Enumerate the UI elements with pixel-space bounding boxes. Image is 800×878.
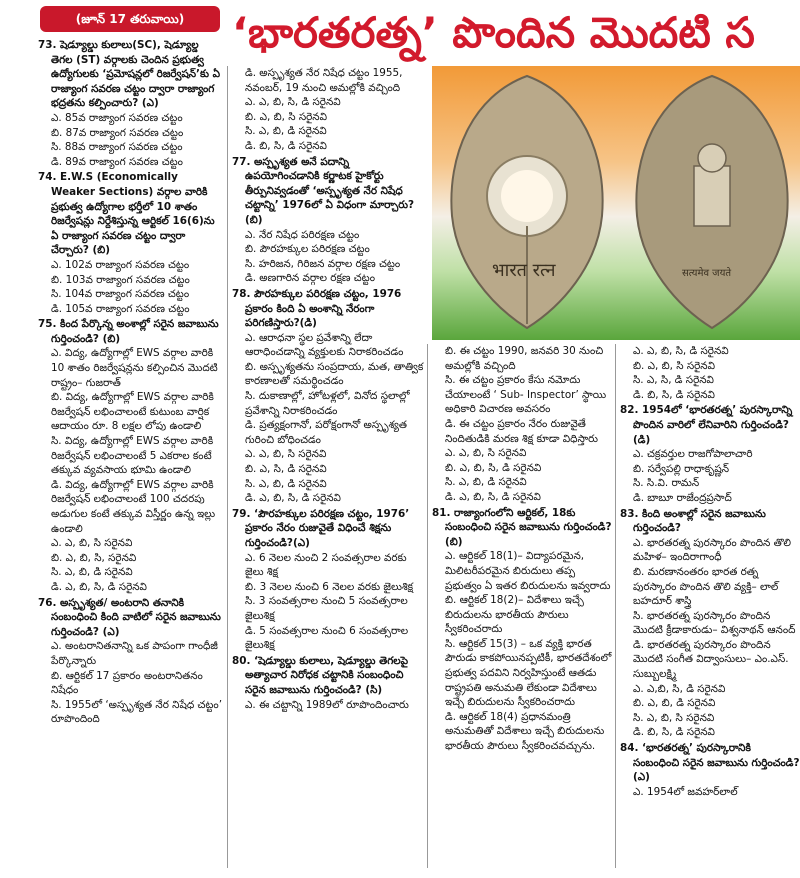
answer-option: సి. ఎ, సి, డి సరైనవి xyxy=(633,374,714,387)
question-text: 77. అస్పృశ్యత అనే పదాన్ని ఉపయోగించడానికి కర్ణాటక హైకోర్టు తీర్పునివ్వడంతో ‘అస్పృశ్యత నేర నిషేధ చట్టాన్ని’ 1976లో ఏ విధంగా మార్చారు? (బి) xyxy=(232,155,415,226)
answer-option: ఎ. ఎ, బి, సి సరైనవి xyxy=(51,537,133,550)
question-block xyxy=(432,506,612,754)
question-block xyxy=(38,38,222,169)
answer-option: డి. 5 సంవత్సరాల నుంచి 6 సంవత్సరాల జైలుశిక్ష xyxy=(245,624,409,652)
question-block xyxy=(620,741,800,799)
question-text: 82. 1954లో ‘భారతరత్న’ పురస్కారాన్ని పొందిన వారిలో లేనివారిని గుర్తించండి? (డి) xyxy=(620,404,793,446)
answer-option: బి. ఆర్టికల్ 17 ప్రకారం అంటరానితనం నిషేధం xyxy=(51,669,203,697)
answer-option: డి. బి, సి, డి సరైనవి xyxy=(633,388,715,401)
answer-option: బి. పౌరహక్కుల పరిరక్షణ చట్టం xyxy=(245,243,370,256)
answer-option: డి. అణగారిన వర్గాల రక్షణ చట్టం xyxy=(245,272,375,285)
answer-option: సి. ఈ చట్టం ప్రకారం కేసు నమోదు చేయాలంటే ‘ Sub- Inspector’ స్థాయి అధికారి విచారణ అవసరం xyxy=(445,374,607,416)
answer-option: ఎ. ఎ, బి, సి సరైనవి xyxy=(445,447,527,460)
answer-option: డి. అస్పృశ్యత నేర నిషేధ చట్టం 1955, నవంబర్, 19 నుంచి అమల్లోకి వచ్చింది xyxy=(245,67,403,94)
question-text: 79. ‘పౌరహక్కుల పరిరక్షణ చట్టం, 1976’ ప్రకారం నేరం రుజువైతే విధించే శిక్షను గుర్తించండి?(ఎ) xyxy=(232,507,410,549)
answer-option: డి. బాబూ రాజేంద్రప్రసాద్ xyxy=(633,491,732,504)
answer-option: సి. ఆర్టికల్ 15(3) – ఒక వ్యక్తి భారత పౌరుడు కాకపోయినప్పటికీ, భారతదేశంలో ప్రభుత్వ పదవిని నిర్వహిస్తుంటే ఆతడు రాష్ట్రపతి అనుమతి లేకుండా విదేశాలు ఇచ్చే బిరుదులను స్వీకరించరాదు xyxy=(445,637,612,709)
bharat-ratna-medal-image xyxy=(432,66,800,340)
answer-option: డి. బి, సి, డి సరైనవి xyxy=(245,139,327,152)
answer-option: సి. విద్య, ఉద్యోగాల్లో EWS వర్గాల వారికి రిజర్వేషన్ లభించాలంటే 5 ఎకరాల కంటే తక్కువ వ్యవసాయ భూమి ఉండాలి xyxy=(51,435,214,477)
medal-illustration xyxy=(432,66,800,340)
answer-option: బి. ఎ, బి, సి సరైనవి xyxy=(633,359,715,372)
answer-option: సి. ఎ, బి, డి సరైనవి xyxy=(445,476,527,489)
answer-option: ఎ. 102వ రాజ్యాంగ సవరణ చట్టం xyxy=(51,258,190,271)
answer-option: ఎ. అంటరానితనాన్ని ఒక పాపంగా గాంధీజీ పేర్కొన్నారు xyxy=(51,640,218,667)
article-column-3 xyxy=(432,344,612,868)
answer-option: బి. ఎ, బి, సి, సరైనవి xyxy=(51,551,137,564)
question-text: 84. ‘భారతరత్న’ పురస్కారానికి సంబంధించి సరైన జవాబును గుర్తించండి? (ఎ) xyxy=(620,742,800,784)
answer-option: ఎ. ఎ, బి, సి, డి సరైనవి xyxy=(245,96,341,109)
answer-option: డి. భారతరత్న పురస్కారం పొందిన మొదటి సంగీత విద్వాంసులు– ఎం.ఎస్. సుబ్బులక్ష్మి xyxy=(633,638,789,681)
answer-option: బి. 3 నెలల నుంచి 6 నెలల వరకు జైలుశిక్ష xyxy=(245,580,414,593)
question-text: 78. పౌరహక్కుల పరిరక్షణ చట్టం, 1976 ప్రకారం కింది ఏ అంశాన్ని నేరంగా పరిగణిస్తారు?(డి) xyxy=(232,287,402,330)
question-block xyxy=(38,170,222,316)
question-text: 73. షెడ్యూల్డు కులాలు(SC), షెడ్యూల్డ తెగల (ST) వర్గాలకు చెందిన ప్రభుత్వ ఉద్యోగులకు ‘ప్రమోషన్లలో రిజర్వేషన్’కు ఏ రాజ్యాంగ సవరణ చట్టం ద్వారా రాజ్యాంగ భద్రతను కల్పించారు? (ఎ) xyxy=(38,39,221,110)
page-title: ‘భారతరత్న’ పొందిన మొదటి స xyxy=(232,8,755,57)
article-column-2 xyxy=(232,66,424,868)
answer-option: డి. ఆర్టికల్ 18(4) ప్రధానమంత్రి అనుమతితో విదేశాలు ఇచ్చే బిరుదులను భారతీయ పౌరులు స్వీకరించవచ్చును. xyxy=(445,710,605,753)
answer-option: డి. ఎ, బి, సి, డి సరైనవి xyxy=(445,490,541,503)
column-divider xyxy=(615,344,616,868)
answer-option: సి. 88వ రాజ్యాంగ సవరణ చట్టం xyxy=(51,141,183,154)
question-text: 80. ‘షెడ్యూల్డు కులాలు, షెడ్యూల్డు తెగలపై అత్యాచార నిరోధక చట్టానికి సంబంధించి సరైన జవాబును గుర్తించండి? (సి) xyxy=(232,654,409,696)
answer-option: ఎ. భారతరత్న పురస్కారం పొందిన తొలి మహిళ– ఇందిరాగాంధీ xyxy=(633,536,792,564)
answer-option: సి. భారతరత్న పురస్కారం పొందిన మొదటి క్రీడాకారుడు– విశ్వనాథన్ ఆనంద్ xyxy=(633,609,796,637)
answer-option: డి. 89వ రాజ్యాంగ సవరణ చట్టం xyxy=(51,155,183,168)
column-divider xyxy=(427,344,428,868)
answer-option: బి. ఎ, బి, సి, డి సరైనవి xyxy=(445,461,542,474)
column-divider xyxy=(227,66,228,868)
answer-option: సి. ఎ, బి, డి సరైనవి xyxy=(51,566,133,579)
answer-option: ఎ. నేర నిషేధ పరిరక్షణ చట్టం xyxy=(245,228,360,241)
answer-option: డి. బి, సి, డి సరైనవి xyxy=(633,726,715,739)
question-block xyxy=(232,507,424,653)
answer-option: ఎ. విద్య, ఉద్యోగాల్లో EWS వర్గాల వారికి 10 శాతం రిజర్వేషన్లను కల్పించిన మొదటి రాష్ట్రం– గుజరాత్ xyxy=(51,347,218,389)
question-text: 76. అస్పృశ్యత/ అంటరాని తనానికి సంబంధించి కింది వాటిలో సరైన జవాబును గుర్తించండి? (ఎ) xyxy=(38,596,221,638)
answer-option: డి. విద్య, ఉద్యోగాల్లో EWS వర్గాల వారికి రిజర్వేషన్ లభించాలంటే 100 చదరపు అడుగుల కంటే తక్కువ విస్తీర్ణం ఉన్న ఇల్లు ఉండాలి xyxy=(51,478,216,535)
question-block xyxy=(620,403,800,505)
answer-option: సి. 104వ రాజ్యాంగ సవరణ చట్టం xyxy=(51,288,190,301)
article-column-1 xyxy=(38,38,222,868)
answer-option: డి. ఎ, బి, సి, డి సరైనవి xyxy=(245,492,341,505)
question-block xyxy=(232,66,424,154)
medal-inscription-right: सत्यमेव जयते xyxy=(682,268,732,279)
answer-option: ఎ. ఈ చట్టాన్ని 1989లో రూపొందించారు xyxy=(245,698,409,711)
answer-option: బి. ఆర్టికల్ 18(2)– విదేశాలు ఇచ్చే బిరుదులను భారతీయ పౌరులు స్వీకరించరాదు xyxy=(445,594,584,636)
question-text: 74. E.W.S (Economically Weaker Sections) వర్గాల వారికి ప్రభుత్వ ఉద్యోగాల భర్తీలో 10 శాతం రిజర్వేషన్లు నిర్దేశిస్తున్న ఆర్టికల్ 16(6)ను ఏ రాజ్యాంగ సవరణ చట్టం ద్వారా చేర్చారు? (బి) xyxy=(38,171,215,257)
answer-option: ఎ. చక్రవర్తుల రాజగోపాలాచారి xyxy=(633,448,753,461)
answer-option: ఎ. ఎ, బి, సి సరైనవి xyxy=(245,448,327,461)
medal-inscription-left: भारत रत्न xyxy=(492,260,556,281)
answer-option: ఎ. ఎ,బి, సి, డి సరైనవి xyxy=(633,682,726,695)
answer-option: బి. సర్వేపల్లి రాధాకృష్ణన్ xyxy=(633,462,730,475)
answer-option: బి. ఎ, బి, సి సరైనవి xyxy=(245,110,327,123)
question-text: 83. కింది అంశాల్లో సరైన జవాబును గుర్తించండి? xyxy=(620,507,766,535)
continued-tag: (జూన్ 17 తరువాయి) xyxy=(40,6,220,32)
question-block xyxy=(38,596,222,727)
answer-option: ఎ. ఎ, బి, సి, డి సరైనవి xyxy=(633,345,729,357)
answer-option: బి. అస్పృశ్యతను సంప్రదాయ, మత, తాత్విక కారణాలతో సమర్థించడం xyxy=(245,360,424,388)
answer-option: సి. దుకాణాల్లో, హోటళ్లలో, వినోద స్థలాల్లో ప్రవేశాన్ని నిరాకరించడం xyxy=(245,390,410,417)
question-block xyxy=(232,287,424,506)
answer-option: సి. ఎ, బి, డి సరైనవి xyxy=(245,125,327,138)
answer-option: సి. ఎ, బి, డి సరైనవి xyxy=(245,477,327,490)
article-column-4 xyxy=(620,344,800,868)
question-block xyxy=(620,344,800,402)
answer-option: డి. ఈ చట్టం ప్రకారం నేరం రుజువైతే నిందితుడికి మరణ శిక్ష కూడా విధిస్తారు xyxy=(445,417,598,445)
answer-option: బి. 103వ రాజ్యాంగ సవరణ చట్టం xyxy=(51,273,190,286)
answer-option: బి. ఎ, బి, డి సరైనవి xyxy=(633,697,716,710)
answer-option: సి. ఎ, బి, సి సరైనవి xyxy=(633,711,715,724)
answer-option: సి. 3 సంవత్సరాల నుంచి 5 సంవత్సరాల జైలుశిక్ష xyxy=(245,595,408,622)
answer-option: ఎ. 1954లో జవహర్‌లాల్ xyxy=(633,785,738,798)
answer-option: ఎ. 85వ రాజ్యాంగ సవరణ చట్టం xyxy=(51,111,183,124)
question-block xyxy=(38,317,222,594)
answer-option: ఎ. ఆరాధనా స్థల ప్రవేశాన్ని లేదా ఆరాధించడాన్ని వ్యక్తులకు నిరాకరించడం xyxy=(245,331,404,359)
answer-option: డి. 105వ రాజ్యాంగ సవరణ చట్టం xyxy=(51,302,190,315)
answer-option: బి. ఎ, సి, డి సరైనవి xyxy=(245,463,327,476)
question-text: 81. రాజ్యాంగంలోని ఆర్టికల్, 18కు సంబంధించి సరైన జవాబును గుర్తించండి? (బి) xyxy=(432,506,612,548)
question-block xyxy=(432,344,612,505)
answer-option: బి. ఈ చట్టం 1990, జనవరి 30 నుంచి అమల్లోకి వచ్చింది xyxy=(445,345,604,372)
answer-option: ఎ. ఆర్టికల్ 18(1)– విద్యాపరమైన, మిలిటరీపరమైన బిరుదులు తప్ప ప్రభుత్వం ఏ ఇతర బిరుదులను ఇవ్వరాదు xyxy=(445,550,611,592)
question-block xyxy=(232,654,424,712)
question-text: 75. కింద పేర్కొన్న అంశాల్లో సరైన జవాబును గుర్తించండి? (బి) xyxy=(38,318,219,345)
answer-option: బి. మరణానంతరం భారత రత్న పురస్కారం పొందిన తొలి వ్యక్తి– లాల్ బహదూర్ శాస్త్రి xyxy=(633,565,779,608)
answer-option: బి. విద్య, ఉద్యోగాల్లో EWS వర్గాల వారికి రిజర్వేషన్ లభించాలంటే కుటుంబ వార్షిక ఆదాయం రూ. 8 లక్షల లోపు ఉండాలి xyxy=(51,391,214,433)
question-block xyxy=(232,155,424,286)
answer-option: సి. సి.వి. రామన్ xyxy=(633,477,700,490)
answer-option: డి. ఎ, బి, సి, డి సరైనవి xyxy=(51,580,147,593)
answer-option: బి. 87వ రాజ్యాంగ సవరణ చట్టం xyxy=(51,126,184,139)
answer-option: సి. హరిజన, గిరిజన వర్గాల రక్షణ చట్టం xyxy=(245,257,401,270)
answer-option: సి. 1955లో ‘అస్పృశ్యత నేర నిషేధ చట్టం’ రూపొందింది xyxy=(51,698,222,726)
answer-option: ఎ. 6 నెలల నుంచి 2 సంవత్సరాల వరకు జైలు శిక్ష xyxy=(245,551,407,579)
question-block xyxy=(620,507,800,741)
answer-option: డి. ప్రత్యక్షంగానో, పరోక్షంగానో అస్పృశ్యత గురించి బోధించడం xyxy=(245,419,408,446)
